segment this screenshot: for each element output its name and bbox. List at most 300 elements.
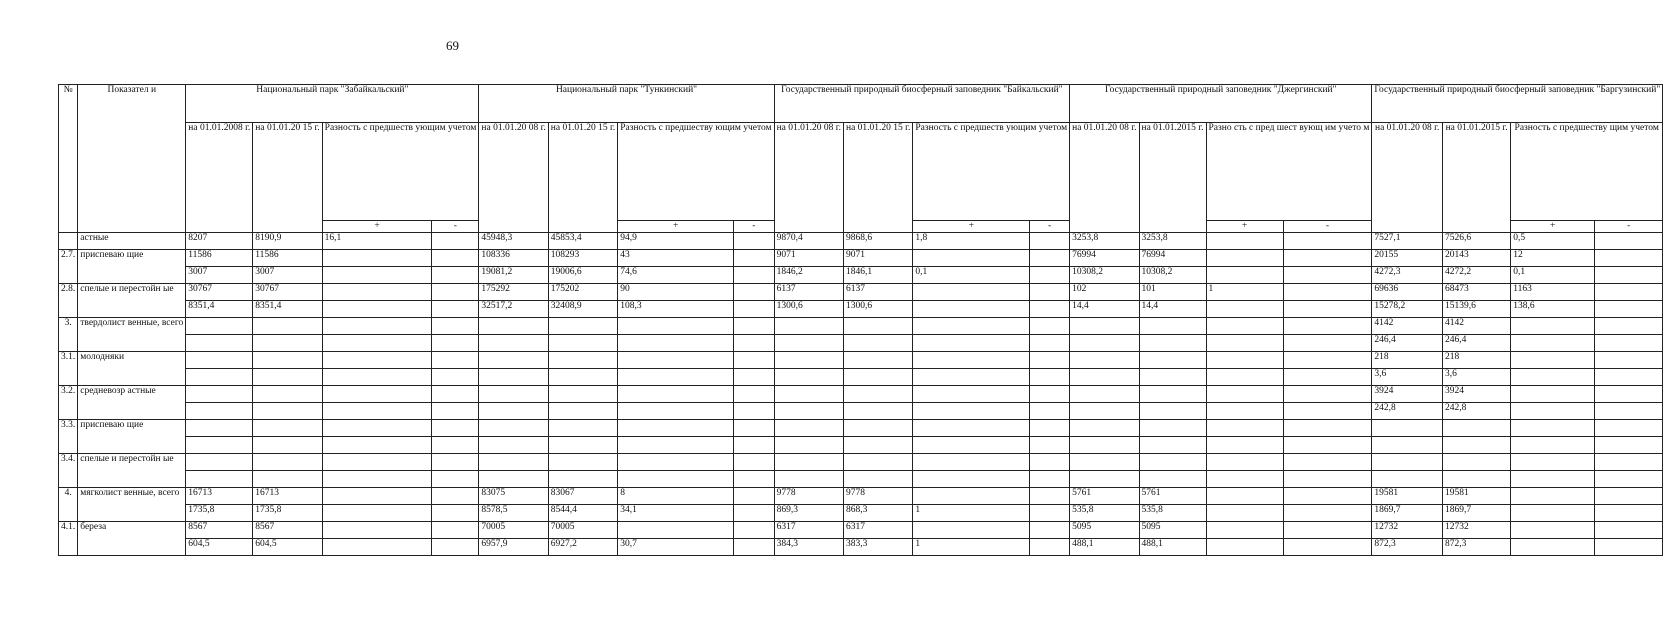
value-cell [1206,267,1283,284]
value-cell: 6137 [843,284,912,301]
value-cell [1206,420,1283,437]
value-cell [618,386,734,403]
value-cell [1595,352,1663,369]
value-cell [843,335,912,352]
value-cell [1030,284,1070,301]
value-cell [1139,386,1206,403]
value-cell [1139,352,1206,369]
value-cell: 12732 [1443,522,1511,539]
minus-sign: - [432,221,479,233]
value-cell: 43 [618,250,734,267]
value-cell [913,301,1030,318]
value-cell [186,403,253,420]
value-cell [186,386,253,403]
value-cell: 6137 [774,284,843,301]
value-cell: 30767 [253,284,322,301]
value-cell [479,437,548,454]
value-cell: 7526,6 [1443,233,1511,250]
value-cell [734,420,774,437]
header-org-2: Национальный парк "Тункинский" [479,85,774,123]
minus-sign: - [1283,221,1372,233]
value-cell [322,505,432,522]
value-cell [1206,352,1283,369]
value-cell [1511,454,1595,471]
value-cell [734,488,774,505]
value-cell [734,437,774,454]
value-cell [1030,522,1070,539]
value-cell: 8 [618,488,734,505]
value-cell [322,335,432,352]
value-cell [734,318,774,335]
value-cell [774,335,843,352]
value-cell [322,420,432,437]
value-cell: 8207 [186,233,253,250]
value-cell [1206,301,1283,318]
value-cell: 1163 [1511,284,1595,301]
value-cell: 1869,7 [1372,505,1443,522]
value-cell [479,471,548,488]
value-cell [479,403,548,420]
value-cell [322,488,432,505]
value-cell [1283,437,1372,454]
value-cell [774,403,843,420]
minus-sign: - [1595,221,1663,233]
value-cell: 30,7 [618,539,734,556]
value-cell [322,454,432,471]
value-cell: 488,1 [1070,539,1139,556]
value-cell [1070,369,1139,386]
value-cell: 94,9 [618,233,734,250]
value-cell [253,471,322,488]
value-cell: 1 [913,539,1030,556]
value-cell [1283,301,1372,318]
value-cell [1030,471,1070,488]
value-cell [1511,471,1595,488]
row-indicator: приспеваю щие [78,420,186,454]
value-cell [1372,437,1443,454]
value-cell: 3,6 [1443,369,1511,386]
value-cell: 16713 [253,488,322,505]
row-indicator: спелые и перестойн ые [78,284,186,318]
value-cell [913,454,1030,471]
value-cell [548,386,617,403]
value-cell: 8567 [253,522,322,539]
value-cell: 12732 [1372,522,1443,539]
value-cell [432,267,479,284]
value-cell [843,471,912,488]
value-cell [1595,522,1663,539]
value-cell [1595,318,1663,335]
value-cell: 9071 [843,250,912,267]
value-cell [1139,437,1206,454]
header-row-dates [59,123,1663,221]
value-cell: 138,6 [1511,301,1595,318]
value-cell [1595,284,1663,301]
value-cell [843,454,912,471]
value-cell [432,505,479,522]
value-cell [1283,369,1372,386]
value-cell [734,369,774,386]
value-cell [734,386,774,403]
value-cell: 9778 [774,488,843,505]
value-cell: 4272,3 [1372,267,1443,284]
value-cell [253,352,322,369]
value-cell: 1 [1206,284,1283,301]
value-cell [843,437,912,454]
value-cell: 6317 [843,522,912,539]
value-cell [548,369,617,386]
value-cell [1511,522,1595,539]
value-cell [1070,335,1139,352]
table-row [59,505,1663,522]
value-cell [1139,369,1206,386]
value-cell [618,420,734,437]
value-cell: 1735,8 [253,505,322,522]
header-date-2008: на 01.01.20 08 г. [479,123,548,233]
value-cell [913,386,1030,403]
value-cell [186,335,253,352]
value-cell [1372,420,1443,437]
page-number: 69 [446,38,459,53]
value-cell [186,420,253,437]
value-cell [479,352,548,369]
header-difference: Разность с предшеству ющим учетом [618,123,774,221]
value-cell [1206,386,1283,403]
row-number [59,233,78,250]
value-cell [1511,335,1595,352]
value-cell [1206,335,1283,352]
value-cell [432,352,479,369]
value-cell [548,437,617,454]
value-cell [1139,403,1206,420]
value-cell [774,352,843,369]
value-cell: 6927,2 [548,539,617,556]
value-cell: 34,1 [618,505,734,522]
value-cell [913,522,1030,539]
value-cell [322,250,432,267]
value-cell: 4272,2 [1443,267,1511,284]
value-cell: 8567 [186,522,253,539]
value-cell [1070,437,1139,454]
value-cell [322,369,432,386]
value-cell: 218 [1372,352,1443,369]
value-cell [1443,420,1511,437]
value-cell: 1846,1 [843,267,912,284]
plus-sign: + [1511,221,1595,233]
value-cell [1511,318,1595,335]
row-number: 3.1. [59,352,78,386]
value-cell [734,403,774,420]
header-org-4: Государственный природный заповедник "Джергинский" [1070,85,1372,123]
value-cell: 8544,4 [548,505,617,522]
value-cell [1595,437,1663,454]
value-cell [1595,471,1663,488]
value-cell [1283,250,1372,267]
header-indicator: Показател и [78,85,186,233]
table-row [59,335,1663,352]
value-cell [913,420,1030,437]
value-cell [432,420,479,437]
value-cell [1595,420,1663,437]
value-cell [618,403,734,420]
table-row [59,284,1663,301]
value-cell: 8190,9 [253,233,322,250]
value-cell [1206,522,1283,539]
plus-sign: + [1206,221,1283,233]
value-cell [1283,284,1372,301]
value-cell [548,420,617,437]
value-cell [1595,335,1663,352]
value-cell [186,454,253,471]
row-number: 3.3. [59,420,78,454]
header-difference: Разность с предшеств ующим учетом [913,123,1070,221]
row-number: 2.7. [59,250,78,284]
value-cell [1511,403,1595,420]
value-cell: 6317 [774,522,843,539]
value-cell [322,403,432,420]
value-cell [253,437,322,454]
value-cell [1595,454,1663,471]
value-cell [913,352,1030,369]
value-cell [913,369,1030,386]
value-cell [1595,301,1663,318]
value-cell: 19581 [1372,488,1443,505]
value-cell: 1846,2 [774,267,843,284]
value-cell [1030,318,1070,335]
value-cell [548,471,617,488]
value-cell: 218 [1443,352,1511,369]
value-cell [1030,301,1070,318]
value-cell: 12 [1511,250,1595,267]
value-cell [432,318,479,335]
value-cell [479,454,548,471]
value-cell [322,301,432,318]
value-cell: 20143 [1443,250,1511,267]
value-cell [1283,454,1372,471]
value-cell [1070,420,1139,437]
value-cell: 76994 [1070,250,1139,267]
value-cell: 242,8 [1443,403,1511,420]
value-cell: 7527,1 [1372,233,1443,250]
value-cell: 70005 [479,522,548,539]
value-cell [253,369,322,386]
value-cell [618,437,734,454]
value-cell: 1300,6 [843,301,912,318]
value-cell [734,267,774,284]
value-cell: 872,3 [1443,539,1511,556]
value-cell [479,420,548,437]
value-cell: 74,6 [618,267,734,284]
value-cell [1206,369,1283,386]
value-cell [913,437,1030,454]
value-cell [432,233,479,250]
value-cell [774,471,843,488]
value-cell [734,250,774,267]
value-cell [432,522,479,539]
table-row [59,403,1663,420]
value-cell [1283,539,1372,556]
value-cell: 383,3 [843,539,912,556]
value-cell [432,250,479,267]
value-cell [322,437,432,454]
row-indicator: приспеваю щие [78,250,186,284]
header-date-2015: на 01.01.20 15 г. [843,123,912,233]
value-cell: 11586 [253,250,322,267]
value-cell [186,318,253,335]
header-row-orgs [59,85,1663,123]
value-cell: 8578,5 [479,505,548,522]
value-cell [1030,403,1070,420]
value-cell [1206,318,1283,335]
value-cell [913,250,1030,267]
value-cell: 5761 [1070,488,1139,505]
value-cell [1283,505,1372,522]
value-cell [1511,539,1595,556]
header-difference: Разно сть с пред шест вующ им учето м [1206,123,1372,221]
value-cell [432,437,479,454]
value-cell [1030,250,1070,267]
header-date-2008: на 01.01.20 08 г. [1070,123,1139,233]
table-row [59,318,1663,335]
plus-sign: + [913,221,1030,233]
value-cell [1511,352,1595,369]
value-cell: 869,3 [774,505,843,522]
value-cell: 108,3 [618,301,734,318]
value-cell [1595,233,1663,250]
value-cell: 4142 [1372,318,1443,335]
value-cell: 4142 [1443,318,1511,335]
row-indicator: спелые и перестойн ые [78,454,186,488]
value-cell: 8351,4 [186,301,253,318]
value-cell: 242,8 [1372,403,1443,420]
value-cell [774,369,843,386]
value-cell [1283,471,1372,488]
row-number: 2.8. [59,284,78,318]
value-cell: 19006,6 [548,267,617,284]
plus-sign: + [618,221,734,233]
value-cell [479,386,548,403]
value-cell: 30767 [186,284,253,301]
value-cell [322,522,432,539]
row-number: 3. [59,318,78,352]
table-row [59,471,1663,488]
value-cell: 20155 [1372,250,1443,267]
value-cell: 3924 [1372,386,1443,403]
value-cell: 108336 [479,250,548,267]
value-cell [1030,352,1070,369]
value-cell [432,386,479,403]
value-cell [913,284,1030,301]
value-cell: 16713 [186,488,253,505]
value-cell [1283,403,1372,420]
value-cell [1372,454,1443,471]
value-cell [1030,233,1070,250]
value-cell [734,352,774,369]
value-cell [734,539,774,556]
value-cell: 32517,2 [479,301,548,318]
value-cell [1283,488,1372,505]
value-cell [1283,386,1372,403]
value-cell [1511,488,1595,505]
value-cell [186,352,253,369]
value-cell [548,454,617,471]
value-cell: 14,4 [1070,301,1139,318]
value-cell: 0,1 [913,267,1030,284]
table-row [59,386,1663,403]
header-date-2008: на 01.01.20 08 г. [1372,123,1443,233]
header-date-2015: на 01.01.2015 г. [1443,123,1511,233]
row-indicator: средневозр астные [78,386,186,420]
value-cell: 32408,9 [548,301,617,318]
value-cell [734,284,774,301]
value-cell [774,386,843,403]
value-cell [1206,471,1283,488]
value-cell: 1,8 [913,233,1030,250]
value-cell [618,522,734,539]
value-cell: 1300,6 [774,301,843,318]
value-cell [843,420,912,437]
value-cell [253,403,322,420]
row-number: 3.2. [59,386,78,420]
value-cell: 70005 [548,522,617,539]
value-cell [1030,539,1070,556]
value-cell [618,369,734,386]
value-cell: 5095 [1139,522,1206,539]
value-cell [618,454,734,471]
table-row [59,420,1663,437]
value-cell: 6957,9 [479,539,548,556]
value-cell: 45948,3 [479,233,548,250]
value-cell [618,471,734,488]
value-cell [734,505,774,522]
value-cell [734,335,774,352]
value-cell [843,352,912,369]
value-cell [1139,454,1206,471]
value-cell [548,335,617,352]
value-cell [253,386,322,403]
value-cell [186,437,253,454]
value-cell [913,403,1030,420]
value-cell [774,420,843,437]
value-cell: 101 [1139,284,1206,301]
value-cell: 872,3 [1372,539,1443,556]
row-number: 4. [59,488,78,522]
row-indicator: береза [78,522,186,556]
value-cell [1139,318,1206,335]
value-cell [1595,386,1663,403]
value-cell: 0,1 [1511,267,1595,284]
value-cell: 9868,6 [843,233,912,250]
value-cell [1511,505,1595,522]
value-cell [1030,454,1070,471]
value-cell [1206,250,1283,267]
value-cell [1283,335,1372,352]
value-cell [1283,352,1372,369]
value-cell [432,369,479,386]
value-cell [479,335,548,352]
table-row [59,352,1663,369]
value-cell [1070,471,1139,488]
header-difference: Разность с предшеств ующим учетом [322,123,479,221]
value-cell [843,318,912,335]
value-cell [253,420,322,437]
value-cell [913,488,1030,505]
value-cell [1206,505,1283,522]
row-indicator: молодняки [78,352,186,386]
value-cell [843,369,912,386]
value-cell: 16,1 [322,233,432,250]
table-row [59,250,1663,267]
